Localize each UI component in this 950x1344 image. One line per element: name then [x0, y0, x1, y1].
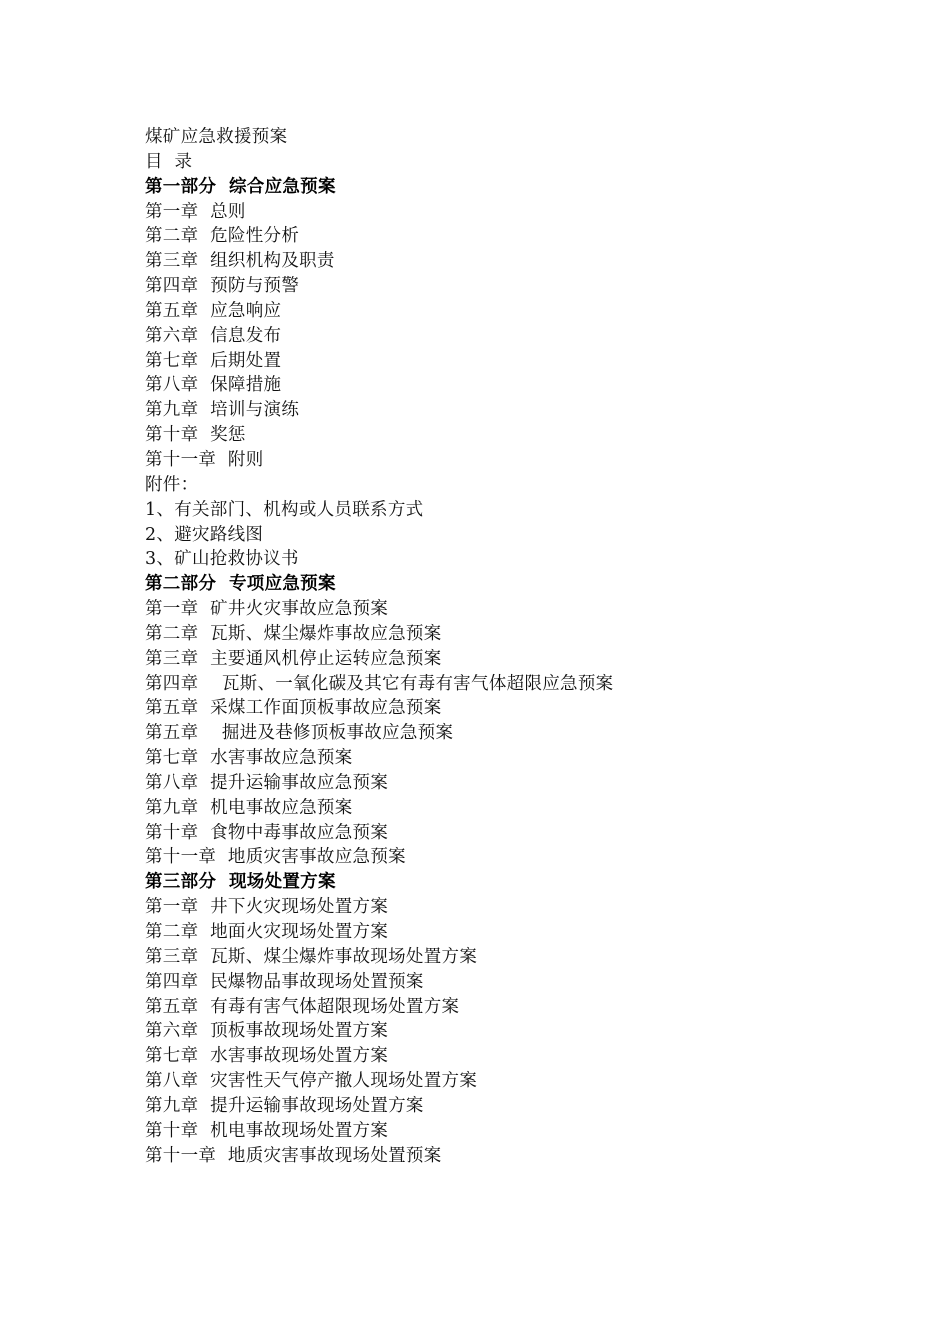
toc-entry: 第九章 提升运输事故现场处置方案: [145, 1095, 424, 1116]
toc-entry: 1、有关部门、机构或人员联系方式: [145, 499, 424, 520]
toc-part-heading: 第三部分 现场处置方案: [145, 872, 336, 893]
toc-entry: 第五章 采煤工作面顶板事故应急预案: [145, 698, 442, 719]
toc-entry: 第六章 顶板事故现场处置方案: [145, 1021, 389, 1042]
toc-entry: 第四章 瓦斯、一氧化碳及其它有毒有害气体超限应急预案: [145, 673, 614, 694]
toc-entry: 第八章 保障措施: [145, 375, 282, 396]
toc-entry: 第十一章 附则: [145, 449, 264, 470]
toc-entry: 第四章 民爆物品事故现场处置预案: [145, 971, 424, 992]
toc-entry: 2、避灾路线图: [145, 524, 264, 545]
toc-entry: 第三章 组织机构及职责: [145, 251, 335, 272]
toc-entry: 第一章 总则: [145, 201, 246, 222]
toc-entry: 第十章 奖惩: [145, 425, 246, 446]
toc-part-heading: 第二部分 专项应急预案: [145, 574, 336, 595]
document-content: [145, 125, 865, 1168]
toc-entry: 第十章 食物中毒事故应急预案: [145, 822, 389, 843]
toc-entry: 第五章 有毒有害气体超限现场处置方案: [145, 996, 460, 1017]
toc-entry: 第五章 掘进及巷修顶板事故应急预案: [145, 723, 454, 744]
toc-entry: 第十章 机电事故现场处置方案: [145, 1120, 389, 1141]
toc-entry: 第一章 矿井火灾事故应急预案: [145, 599, 389, 620]
toc-entry: 第七章 水害事故应急预案: [145, 748, 353, 769]
toc-entry: 第二章 危险性分析: [145, 226, 300, 247]
toc-entry: 第五章 应急响应: [145, 300, 282, 321]
toc-list: [145, 175, 865, 1169]
toc-entry: 第一章 井下火灾现场处置方案: [145, 897, 389, 918]
toc-entry: 第八章 灾害性天气停产撤人现场处置方案: [145, 1071, 478, 1092]
toc-entry: 第三章 主要通风机停止运转应急预案: [145, 648, 442, 669]
toc-entry: 第三章 瓦斯、煤尘爆炸事故现场处置方案: [145, 946, 478, 967]
toc-entry: 第四章 预防与预警: [145, 276, 300, 297]
toc-entry: 附件：: [145, 474, 199, 495]
document-title: 煤矿应急救援预案: [145, 127, 288, 147]
toc-entry: 第八章 提升运输事故应急预案: [145, 772, 389, 793]
toc-entry: 第九章 机电事故应急预案: [145, 797, 353, 818]
toc-entry: 第七章 水害事故现场处置方案: [145, 1046, 389, 1067]
toc-heading: 目 录: [145, 151, 193, 172]
toc-entry: 3、矿山抢救协议书: [145, 549, 299, 570]
toc-entry: 第九章 培训与演练: [145, 400, 300, 421]
toc-entry: 第十一章 地质灾害事故现场处置预案: [145, 1145, 442, 1166]
toc-part-heading: 第一部分 综合应急预案: [145, 176, 336, 197]
toc-entry: 第六章 信息发布: [145, 325, 282, 346]
toc-entry: 第十一章 地质灾害事故应急预案: [145, 847, 406, 868]
toc-entry: 第二章 地面火灾现场处置方案: [145, 922, 389, 942]
toc-entry: 第七章 后期处置: [145, 350, 282, 371]
toc-entry: 第二章 瓦斯、煤尘爆炸事故应急预案: [145, 623, 442, 644]
